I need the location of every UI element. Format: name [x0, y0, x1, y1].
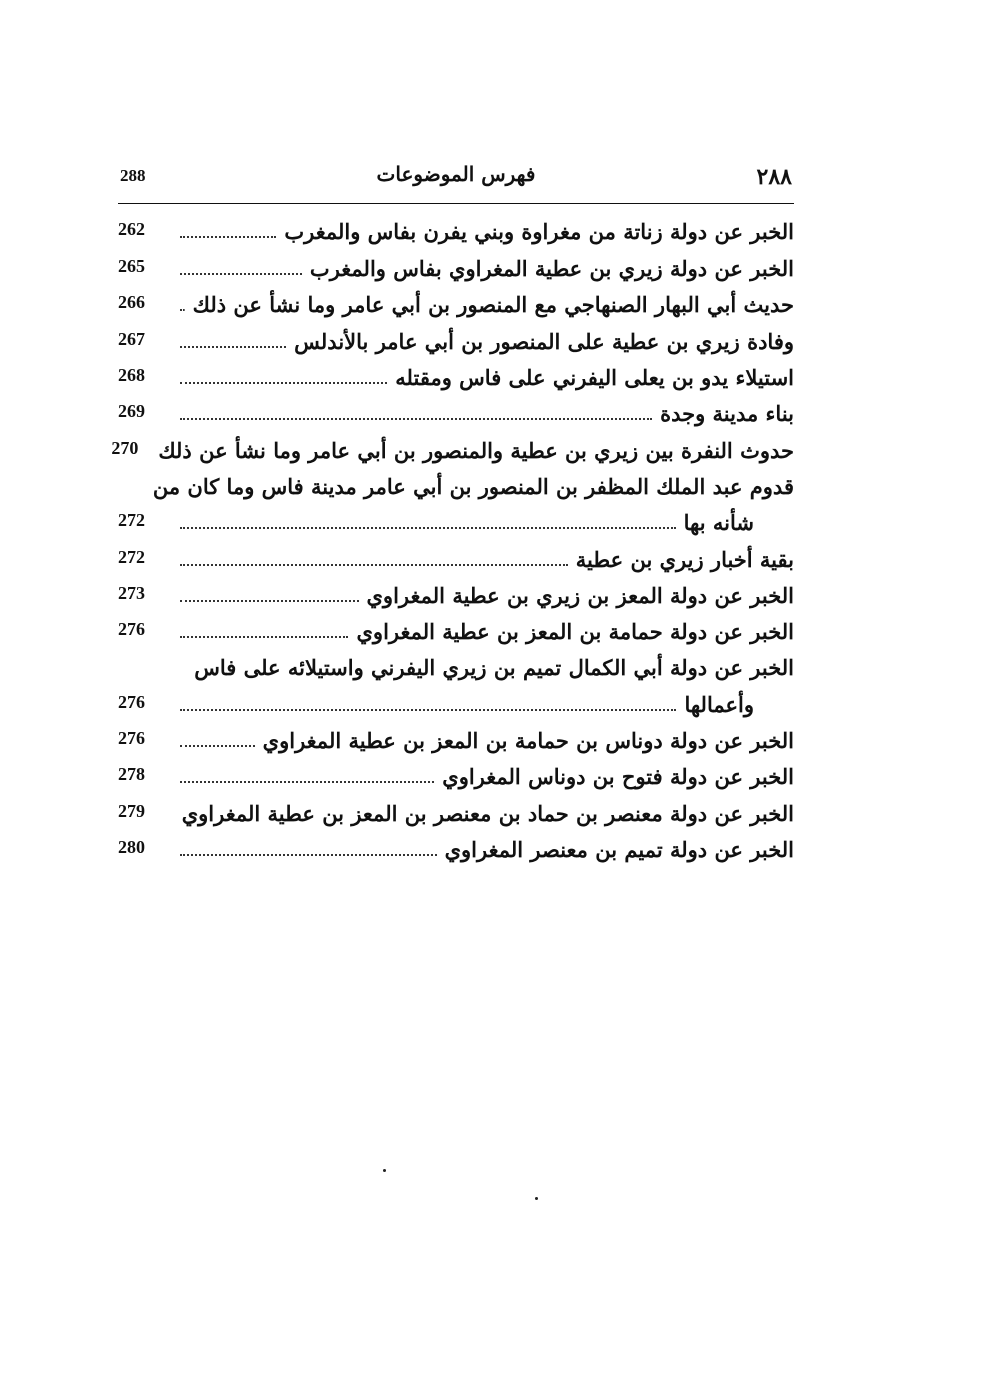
entry-title: استيلاء يدو بن يعلى اليفرني على فاس ومقتله [395, 364, 794, 390]
dot-leader [180, 600, 359, 602]
toc-entry [118, 719, 794, 755]
entry-page: 267 [118, 328, 145, 349]
toc-entry [118, 610, 794, 646]
toc-entry [118, 646, 794, 718]
dot-leader [180, 709, 676, 711]
header-rule [118, 203, 794, 204]
entry-title: وفادة زيري بن عطية على المنصور بن أبي عامر بالأندلس [294, 328, 794, 354]
dot-leader [180, 346, 286, 348]
entry-page: 273 [118, 582, 145, 603]
entry-page: 266 [118, 292, 145, 313]
toc-entry [111, 428, 794, 464]
dot-leader [180, 309, 185, 311]
entry-page: 268 [118, 364, 145, 385]
toc-entry [118, 356, 794, 392]
dot-leader [180, 236, 276, 238]
entry-title: الخبر عن دولة تميم بن معنصر المغراوي [444, 837, 794, 863]
toc-entry [118, 755, 794, 791]
entry-page: 276 [118, 728, 145, 749]
toc-list [111, 210, 794, 864]
entry-page: 276 [118, 691, 145, 712]
entry-page: 269 [118, 401, 145, 422]
entry-title: بقية أخبار زيري بن عطية [575, 546, 794, 572]
entry-title: الخبر عن دولة المعز بن زيري بن عطية المغراوي [366, 582, 794, 608]
entry-title-line2: وأعمالها [684, 691, 754, 717]
entry-title-line2: شأنه بها [683, 510, 754, 536]
dot-leader [180, 418, 652, 420]
dot-leader [180, 745, 255, 747]
entry-page: 265 [118, 255, 145, 276]
toc-entry [118, 319, 794, 355]
toc-entry [118, 828, 794, 864]
toc-entry [118, 574, 794, 610]
entry-title: الخبر عن دولة زناتة من مغراوة وبني يفرن بفاس والمغرب [284, 219, 794, 245]
toc-entry [118, 283, 794, 319]
entry-title: الخبر عن دولة دوناس بن حمامة بن المعز بن عطية المغراوي [262, 728, 794, 754]
dot-leader [180, 527, 676, 529]
toc-entry [118, 392, 794, 428]
entry-title: حديث أبي البهار الصنهاجي مع المنصور بن أبي عامر وما نشأ عن ذلك [192, 292, 794, 318]
entry-page: 272 [118, 546, 145, 567]
entry-page: 262 [118, 219, 145, 240]
entry-title: بناء مدينة وجدة [660, 401, 794, 427]
entry-title: الخبر عن دولة زيري بن عطية المغراوي بفاس والمغرب [309, 255, 794, 281]
dot-leader [180, 382, 387, 384]
page-header [118, 160, 794, 200]
dot-leader [180, 781, 434, 783]
entry-title: الخبر عن دولة فتوح بن دوناس المغراوي [442, 764, 794, 790]
entry-title: حدوث النفرة بين زيري بن عطية والمنصور بن أبي عامر وما نشأ عن ذلك [158, 437, 794, 463]
toc-entry [118, 210, 794, 246]
scan-speck [535, 1197, 538, 1200]
toc-entry [118, 537, 794, 573]
toc-entry [118, 465, 794, 537]
entry-page: 278 [118, 764, 145, 785]
page-number-latin: 288 [120, 166, 146, 185]
entry-page: 276 [118, 619, 145, 640]
entry-title: الخبر عن دولة حمامة بن المعز بن عطية المغراوي [356, 619, 794, 645]
entry-page: 270 [111, 437, 139, 458]
entry-title-line1: الخبر عن دولة أبي الكمال تميم بن زيري اليفرني واستيلائه على فاس [194, 655, 794, 681]
dot-leader [180, 273, 302, 275]
dot-leader [180, 636, 348, 638]
dot-leader [180, 854, 437, 856]
entry-page: 272 [118, 510, 145, 531]
entry-title: الخبر عن دولة معنصر بن حماد بن معنصر بن المعز بن عطية المغراوي [181, 800, 794, 826]
toc-entry [118, 791, 794, 827]
page-number-arabic: ٢٨٨ [756, 164, 792, 190]
toc-entry [118, 246, 794, 282]
running-title: فهرس الموضوعات [376, 162, 536, 186]
dot-leader [180, 564, 568, 566]
entry-page: 280 [118, 837, 145, 858]
entry-title-line1: قدوم عبد الملك المظفر بن المنصور بن أبي عامر مدينة فاس وما كان من [152, 473, 794, 499]
scan-speck [383, 1169, 386, 1172]
entry-page: 279 [118, 800, 145, 821]
